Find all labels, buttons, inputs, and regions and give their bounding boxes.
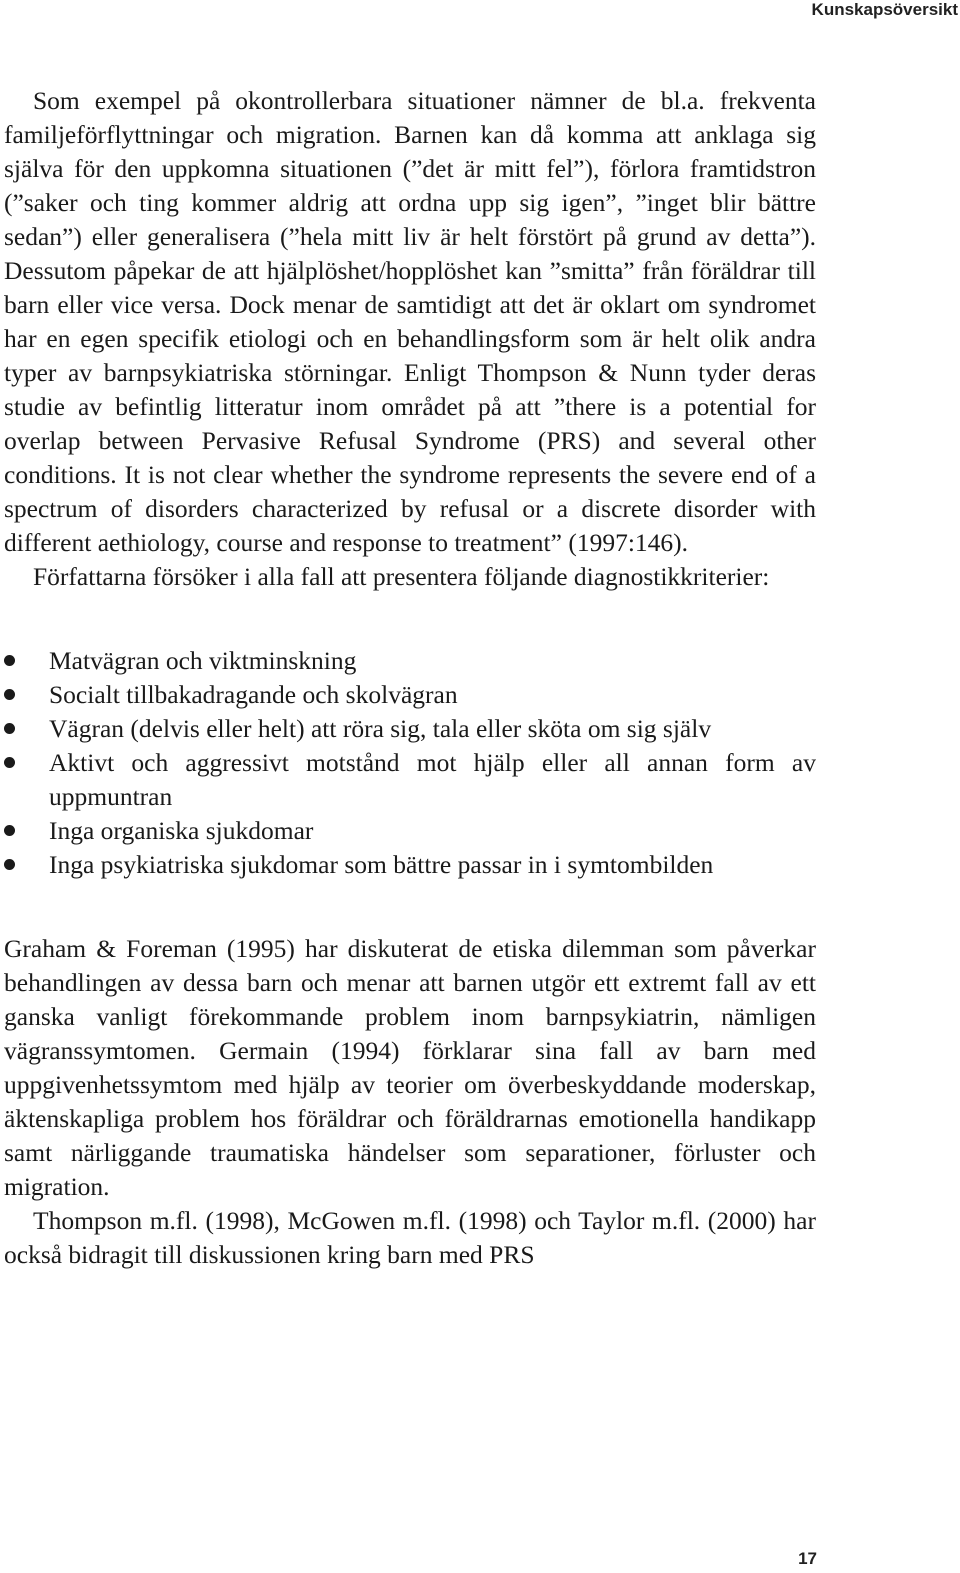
document-body [4,84,816,1272]
list-item-text: Socialt tillbakadragande och skolvägran [49,680,458,709]
bullet-icon [4,723,15,734]
list-item [4,712,816,746]
bullet-icon [4,689,15,700]
bullet-icon [4,655,15,666]
list-item-text: Vägran (delvis eller helt) att röra sig, tala eller sköta om sig själv [49,714,712,743]
running-header: Kunskapsöversikt [811,0,958,19]
list-item [4,848,816,882]
bullet-icon [4,757,15,768]
paragraph-thompson-mcgowen-taylor: Thompson m.fl. (1998), McGowen m.fl. (1998) och Taylor m.fl. (2000) har också bidragit till diskussionen kring barn med PRS [4,1206,816,1269]
bullet-icon [4,825,15,836]
bullet-icon [4,859,15,870]
paragraph-uncontrollable-situations: Som exempel på okontrollerbara situationer nämner de bl.a. frekventa familjeförflyttningar och migration. Barnen kan då komma att anklaga sig själva för den uppkomna situationen (”det är mitt fel”), förlora framtidstron (”saker och ting kommer aldrig att ordna upp sig igen”, ”inget blir bättre sedan”) eller generalisera (”hela mitt liv är helt förstört på grund av detta”). Dessutom påpekar de att hjälplöshet/hopplöshet kan ”smitta” från föräldrar till barn eller vice versa. Dock menar de samtidigt att det är oklart om syndromet har en egen specifik etiologi och en behandlingsform som är helt olik andra typer av barnpsykiatriska störningar. Enligt Thompson & Nunn tyder deras studie av befintlig litteratur inom området på att ”there is a potential for overlap between Pervasive Refusal Syndrome (PRS) and several other conditions. It is not clear whether the syndrome represents the severe end of a spectrum of disorders characterized by refusal or a discrete disorder with different aethiology, course and response to treatment” (1997:146). [4,86,816,557]
list-item [4,746,816,814]
diagnostic-criteria-list [4,644,816,882]
list-item-text: Inga psykiatriska sjukdomar som bättre passar in i symtombilden [49,850,714,879]
paragraph-graham-foreman: Graham & Foreman (1995) har diskuterat de etiska dilemman som påverkar behandlingen av dessa barn och menar att barnen utgör ett extremt fall av ett ganska vanligt förekommande problem inom barnpsykiatrin, nämligen vägranssymtomen. Germain (1994) förklarar sina fall av barn med uppgivenhetssymtom med hjälp av teorier om överbeskyddande moderskap, äktenskapliga problem hos föräldrar och föräldrarnas emotionella handikapp samt närliggande traumatiska händelser som separationer, förluster och migration. [4,934,816,1201]
list-item [4,814,816,848]
page-number: 17 [798,1549,817,1568]
list-item-text: Aktivt och aggressivt motstånd mot hjälp eller all annan form av uppmuntran [49,748,816,811]
list-item-text: Inga organiska sjukdomar [49,816,314,845]
list-item [4,678,816,712]
list-item [4,644,816,678]
list-item-text: Matvägran och viktminskning [49,646,357,675]
paragraph-diagnostic-intro: Författarna försöker i alla fall att presentera följande diagnostikkriterier: [33,562,770,591]
